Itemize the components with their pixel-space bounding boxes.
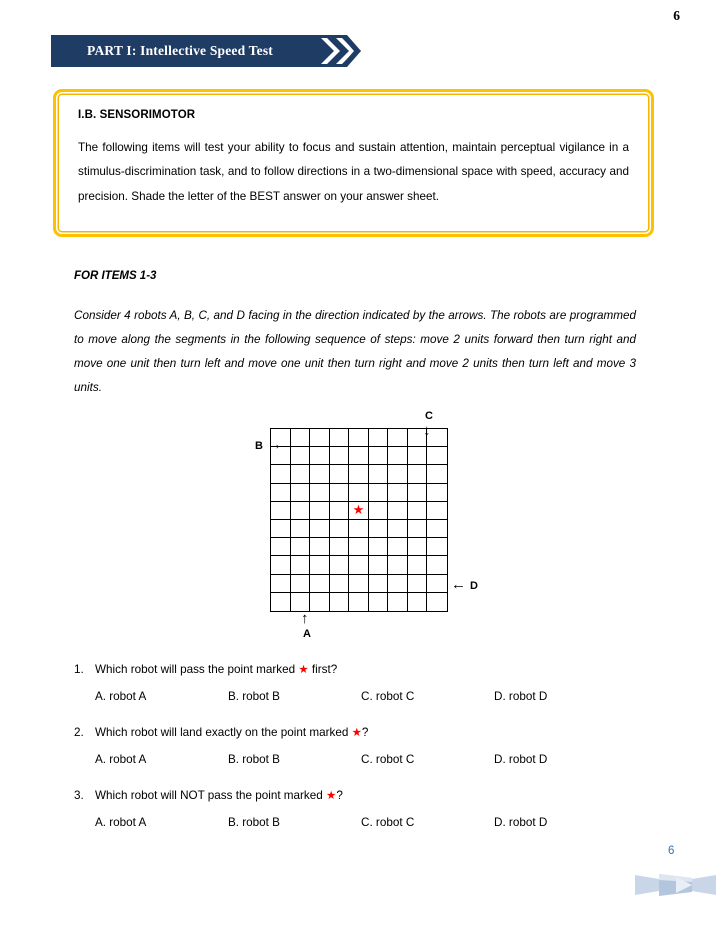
grid-cell [310, 465, 330, 483]
answer-choices [74, 753, 674, 766]
grid-cell [408, 538, 428, 556]
grid-cell [427, 538, 447, 556]
grid-cell [330, 520, 350, 538]
question-item [74, 725, 674, 766]
grid-cell [291, 447, 311, 465]
answer-choice[interactable]: B. robot B [228, 753, 280, 766]
question-text: Which robot will NOT pass the point marked ★? [95, 789, 343, 802]
grid-cell [291, 593, 311, 611]
grid-cell [427, 465, 447, 483]
robot-grid-figure [236, 406, 496, 646]
robot-grid [270, 428, 448, 612]
grid-cell [427, 520, 447, 538]
answer-choices [74, 816, 674, 829]
grid-cell [427, 502, 447, 520]
grid-cell [349, 556, 369, 574]
grid-cell [310, 538, 330, 556]
grid-cell [369, 593, 389, 611]
question-number: 1. [74, 663, 84, 676]
grid-cell [388, 447, 408, 465]
question-prompt [74, 725, 674, 739]
star-marker-icon: ★ [351, 727, 362, 739]
grid-cell [369, 520, 389, 538]
answer-choice[interactable]: A. robot A [95, 753, 147, 766]
grid-cell [369, 465, 389, 483]
grid-cell [408, 520, 428, 538]
grid-cell [369, 538, 389, 556]
grid-cell [271, 520, 291, 538]
answer-choice[interactable]: C. robot C [361, 753, 415, 766]
instruction-box-heading: I.B. SENSORIMOTOR [78, 109, 196, 121]
answer-choice[interactable]: D. robot D [494, 690, 548, 703]
grid-cell [271, 575, 291, 593]
question-item [74, 662, 674, 703]
footer-ribbon-decoration [635, 869, 716, 899]
grid-cell [388, 538, 408, 556]
grid-cell [349, 484, 369, 502]
answer-choice[interactable]: C. robot C [361, 816, 415, 829]
grid-cell [310, 575, 330, 593]
grid-cell [330, 502, 350, 520]
arrow-right-icon: → [267, 436, 282, 453]
stem-text: Consider 4 robots A, B, C, and D facing in the direction indicated by the arrows. The robots are programmed to move along the segments in the following sequence of steps: move 2 units forward then turn right and move one unit then turn left and move one unit then turn right and move 2 units then turn left and move 3 units. [74, 309, 636, 394]
grid-cell [271, 465, 291, 483]
grid-cell [291, 556, 311, 574]
grid-cell [330, 575, 350, 593]
grid-cell [271, 502, 291, 520]
page-number-bottom: 6 [668, 845, 675, 857]
grid-cell [427, 447, 447, 465]
grid-cell [349, 538, 369, 556]
grid-cell [310, 556, 330, 574]
question-prompt [74, 788, 674, 802]
star-marker-icon: ★ [298, 664, 309, 676]
grid-cell [388, 484, 408, 502]
grid-cell [427, 575, 447, 593]
grid-cell [427, 556, 447, 574]
part-banner-label: PART I: Intellective Speed Test [87, 43, 273, 58]
grid-cell [388, 465, 408, 483]
grid-cell [349, 429, 369, 447]
grid-cell [369, 556, 389, 574]
grid-cell [330, 484, 350, 502]
grid-cell [369, 502, 389, 520]
grid-cell [330, 556, 350, 574]
grid-cell [388, 520, 408, 538]
grid-cell [291, 429, 311, 447]
grid-cell [388, 502, 408, 520]
grid-cell [388, 429, 408, 447]
part-banner [51, 35, 361, 67]
robot-label-c: C [425, 410, 433, 422]
grid-cell [349, 575, 369, 593]
grid-cell [291, 502, 311, 520]
grid-cell [330, 429, 350, 447]
question-text: Which robot will pass the point marked ★ first? [95, 663, 338, 676]
grid-cell [291, 575, 311, 593]
question-item [74, 788, 674, 829]
grid-cell [349, 447, 369, 465]
arrow-up-icon: ↑ [301, 610, 309, 627]
question-number: 2. [74, 726, 84, 739]
grid-cell [310, 502, 330, 520]
instruction-box-paragraph: The following items will test your ability to focus and sustain attention, maintain perceptual vigilance in a stimulus-discrimination task, and to follow directions in a two-dimensional space with speed, accuracy and precision. Shade the letter of the BEST answer on your answer sheet. [78, 141, 629, 203]
grid-cell [408, 502, 428, 520]
grid-cell [310, 447, 330, 465]
grid-cell [369, 429, 389, 447]
grid-cell [349, 520, 369, 538]
arrow-left-icon: ← [451, 576, 466, 593]
part-banner-body [51, 35, 309, 67]
instruction-box [53, 89, 654, 237]
answer-choice[interactable]: A. robot A [95, 816, 147, 829]
grid-cell [330, 447, 350, 465]
robot-label-b: B [255, 440, 263, 452]
grid-cell [408, 556, 428, 574]
grid-cell [369, 575, 389, 593]
page-number-top: 6 [673, 8, 680, 23]
answer-choice[interactable]: B. robot B [228, 690, 280, 703]
grid-cell [271, 556, 291, 574]
grid-cell [310, 429, 330, 447]
grid-cell [349, 465, 369, 483]
grid-cell [388, 575, 408, 593]
star-marker-icon: ★ [352, 502, 365, 518]
answer-choices [74, 690, 674, 703]
grid-cell [408, 575, 428, 593]
grid-cell [291, 520, 311, 538]
question-prompt [74, 662, 674, 676]
star-marker-icon: ★ [326, 790, 337, 802]
grid-cell [349, 593, 369, 611]
grid-cell [310, 593, 330, 611]
grid-cell [291, 465, 311, 483]
grid-cell [388, 593, 408, 611]
question-number: 3. [74, 789, 84, 802]
grid-cell [271, 593, 291, 611]
chevron-right-icon [307, 35, 361, 67]
grid-cell [271, 538, 291, 556]
answer-choice[interactable]: B. robot B [228, 816, 280, 829]
arrow-down-icon: ↓ [423, 422, 431, 439]
answer-choice[interactable]: D. robot D [494, 816, 548, 829]
for-items-label: FOR ITEMS 1-3 [74, 270, 157, 282]
answer-choice[interactable]: D. robot D [494, 753, 548, 766]
grid-cell [388, 556, 408, 574]
grid-cell [310, 520, 330, 538]
grid-cell [369, 447, 389, 465]
grid-cell [408, 447, 428, 465]
robot-label-d: D [470, 580, 478, 592]
grid-cell [330, 593, 350, 611]
answer-choice[interactable]: C. robot C [361, 690, 415, 703]
grid-cell [369, 484, 389, 502]
answer-choice[interactable]: A. robot A [95, 690, 147, 703]
grid-cell [427, 593, 447, 611]
grid-cell [427, 484, 447, 502]
grid-cell [310, 484, 330, 502]
grid-cell [408, 593, 428, 611]
grid-cell [408, 465, 428, 483]
grid-cell [330, 538, 350, 556]
question-text: Which robot will land exactly on the point marked ★? [95, 726, 369, 739]
grid-cell [330, 465, 350, 483]
grid-cell [291, 484, 311, 502]
grid-cell [291, 538, 311, 556]
questions-list [74, 662, 674, 829]
grid-cell [408, 484, 428, 502]
grid-cell [271, 484, 291, 502]
robot-label-a: A [303, 628, 311, 640]
grid-cell [349, 502, 369, 520]
